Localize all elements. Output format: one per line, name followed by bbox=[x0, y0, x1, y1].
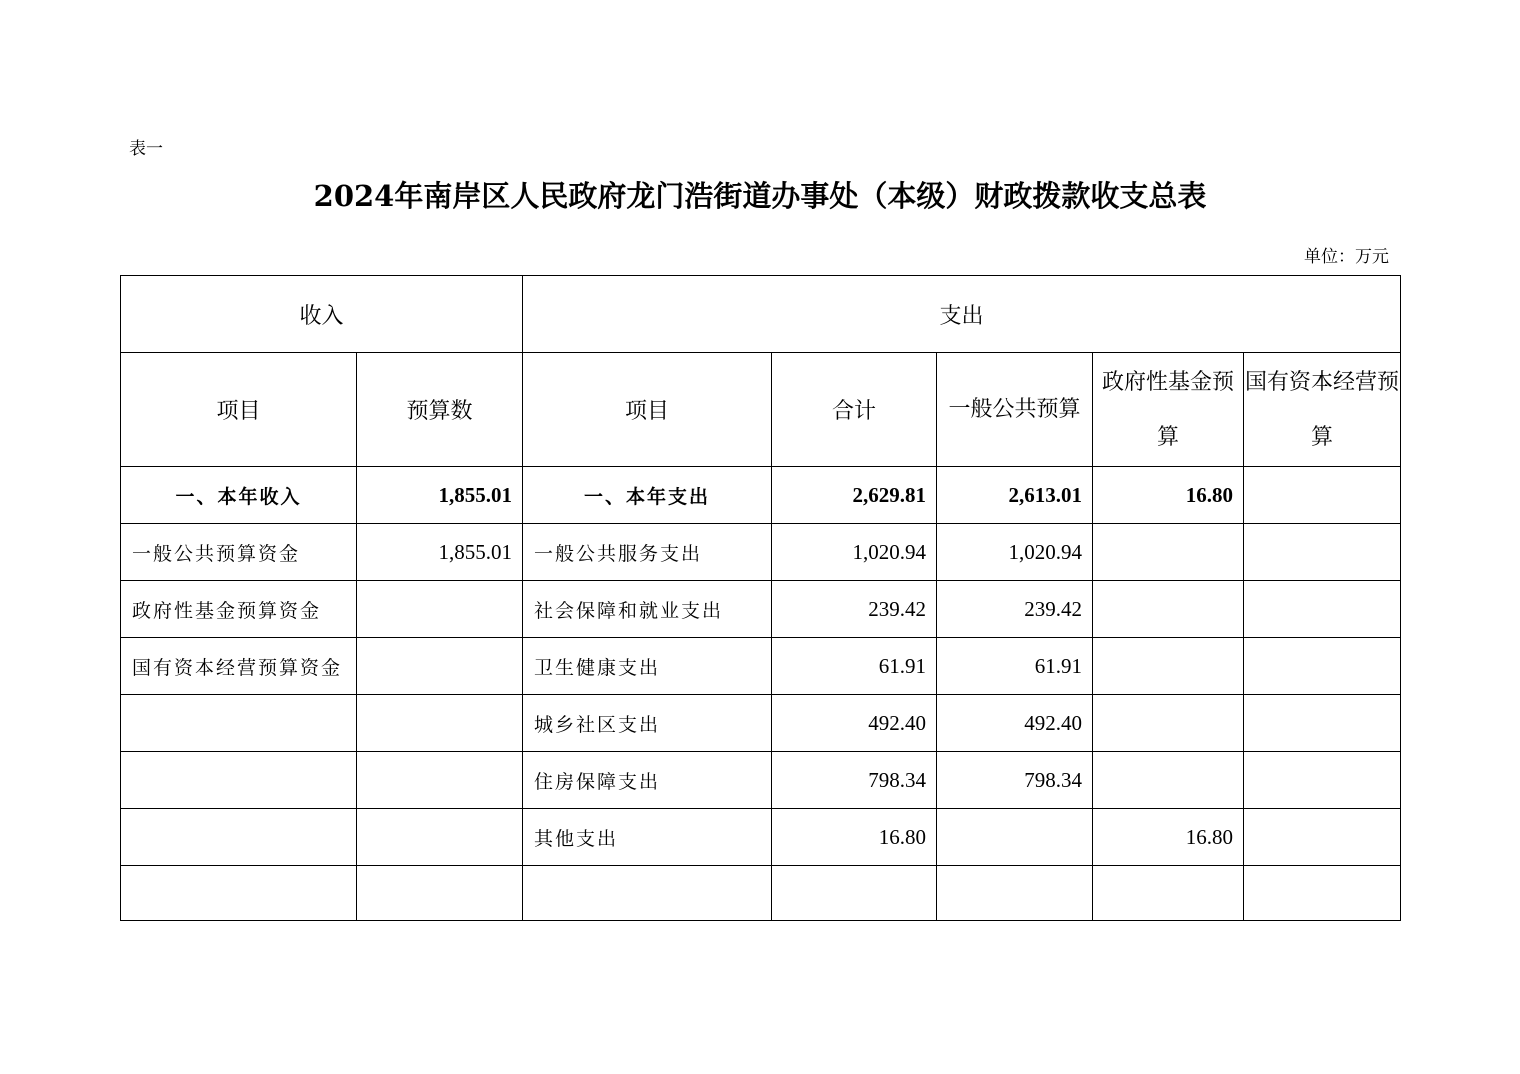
income-item-header: 项目 bbox=[121, 353, 357, 467]
exp-total-cell: 1,020.94 bbox=[772, 524, 937, 581]
table-row bbox=[121, 524, 1401, 581]
income-budget-header: 预算数 bbox=[357, 353, 523, 467]
exp-state-cell bbox=[1244, 467, 1401, 524]
income-item-cell: 一、本年收入 bbox=[121, 467, 357, 524]
budget-table bbox=[120, 275, 1401, 921]
table-label: 表一 bbox=[129, 139, 163, 159]
unit-label: 单位：万元 bbox=[1304, 247, 1389, 267]
exp-item-cell bbox=[523, 866, 772, 921]
exp-general-cell: 1,020.94 bbox=[937, 524, 1093, 581]
exp-total-cell: 16.80 bbox=[772, 809, 937, 866]
exp-state-header: 国有资本经营预算 bbox=[1244, 353, 1401, 467]
income-item-cell bbox=[121, 809, 357, 866]
exp-item-cell: 社会保障和就业支出 bbox=[523, 581, 772, 638]
exp-fund-cell bbox=[1093, 581, 1244, 638]
table-row bbox=[121, 581, 1401, 638]
income-item-cell: 一般公共预算资金 bbox=[121, 524, 357, 581]
income-item-cell bbox=[121, 866, 357, 921]
exp-item-cell: 其他支出 bbox=[523, 809, 772, 866]
table-row bbox=[121, 809, 1401, 866]
exp-fund-cell bbox=[1093, 638, 1244, 695]
exp-general-cell: 61.91 bbox=[937, 638, 1093, 695]
exp-general-cell bbox=[937, 866, 1093, 921]
income-budget-cell bbox=[357, 752, 523, 809]
income-budget-cell bbox=[357, 581, 523, 638]
income-item-cell bbox=[121, 752, 357, 809]
income-budget-cell bbox=[357, 695, 523, 752]
exp-fund-header: 政府性基金预算 bbox=[1093, 353, 1244, 467]
exp-fund-cell bbox=[1093, 524, 1244, 581]
exp-general-cell bbox=[937, 809, 1093, 866]
exp-total-cell: 239.42 bbox=[772, 581, 937, 638]
header-row-sub bbox=[121, 353, 1401, 467]
exp-item-header: 项目 bbox=[523, 353, 772, 467]
page-title: 2024年南岸区人民政府龙门浩街道办事处（本级）财政拨款收支总表 bbox=[313, 179, 1207, 213]
exp-item-cell: 城乡社区支出 bbox=[523, 695, 772, 752]
exp-total-cell: 2,629.81 bbox=[772, 467, 937, 524]
income-budget-cell bbox=[357, 809, 523, 866]
income-budget-cell: 1,855.01 bbox=[357, 524, 523, 581]
exp-fund-cell bbox=[1093, 752, 1244, 809]
exp-general-cell: 239.42 bbox=[937, 581, 1093, 638]
exp-state-cell bbox=[1244, 638, 1401, 695]
exp-state-cell bbox=[1244, 695, 1401, 752]
exp-state-cell bbox=[1244, 581, 1401, 638]
exp-fund-cell: 16.80 bbox=[1093, 467, 1244, 524]
exp-total-cell bbox=[772, 866, 937, 921]
exp-item-cell: 住房保障支出 bbox=[523, 752, 772, 809]
exp-fund-cell: 16.80 bbox=[1093, 809, 1244, 866]
table-row bbox=[121, 866, 1401, 921]
table-row bbox=[121, 638, 1401, 695]
exp-total-cell: 61.91 bbox=[772, 638, 937, 695]
exp-state-cell bbox=[1244, 809, 1401, 866]
table-row bbox=[121, 467, 1401, 524]
income-budget-cell bbox=[357, 866, 523, 921]
exp-fund-cell bbox=[1093, 695, 1244, 752]
exp-general-cell: 798.34 bbox=[937, 752, 1093, 809]
exp-item-cell: 卫生健康支出 bbox=[523, 638, 772, 695]
exp-total-cell: 492.40 bbox=[772, 695, 937, 752]
income-item-cell bbox=[121, 695, 357, 752]
exp-general-header: 一般公共预算 bbox=[937, 353, 1093, 467]
income-budget-cell bbox=[357, 638, 523, 695]
exp-fund-cell bbox=[1093, 866, 1244, 921]
income-item-cell: 政府性基金预算资金 bbox=[121, 581, 357, 638]
exp-total-cell: 798.34 bbox=[772, 752, 937, 809]
exp-state-cell bbox=[1244, 866, 1401, 921]
exp-general-cell: 2,613.01 bbox=[937, 467, 1093, 524]
expenditure-header: 支出 bbox=[523, 276, 1401, 353]
exp-total-header: 合计 bbox=[772, 353, 937, 467]
exp-state-cell bbox=[1244, 524, 1401, 581]
exp-item-cell: 一、本年支出 bbox=[523, 467, 772, 524]
header-row-top bbox=[121, 276, 1401, 353]
income-item-cell: 国有资本经营预算资金 bbox=[121, 638, 357, 695]
exp-state-cell bbox=[1244, 752, 1401, 809]
income-header: 收入 bbox=[121, 276, 523, 353]
exp-item-cell: 一般公共服务支出 bbox=[523, 524, 772, 581]
income-budget-cell: 1,855.01 bbox=[357, 467, 523, 524]
table-row bbox=[121, 695, 1401, 752]
table-row bbox=[121, 752, 1401, 809]
exp-general-cell: 492.40 bbox=[937, 695, 1093, 752]
